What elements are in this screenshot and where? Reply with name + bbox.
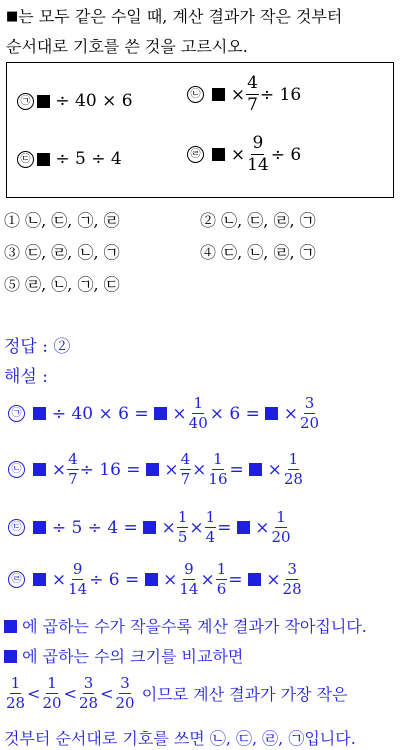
square-icon xyxy=(37,95,50,108)
square-icon xyxy=(248,573,261,586)
option-1[interactable]: ① ㉡, ㉢, ㉠, ㉣ xyxy=(4,211,120,230)
option-4[interactable]: ④ ㉢, ㉡, ㉣, ㉠ xyxy=(200,243,316,262)
solution-4: ㉣ × $\frac{9}{14}$ ÷ 6 = × $\frac{9}{14}$ × $\frac{1}{6}$ = × $\frac{3}{28}$ xyxy=(8,562,304,597)
box-item-1: ㉠ ÷ 40 × 6 xyxy=(17,91,133,111)
square-icon xyxy=(146,463,159,476)
option-3[interactable]: ③ ㉢, ㉣, ㉡, ㉠ xyxy=(4,243,120,262)
solution-2: ㉡ × $\frac{4}{7}$ ÷ 16 = × $\frac{4}{7}$ × $\frac{1}{16}$ = × $\frac{1}{28}$ xyxy=(8,452,305,487)
conclusion-line-1: 에 곱하는 수가 작을수록 계산 결과가 작아집니다. xyxy=(4,614,367,637)
square-icon xyxy=(33,521,46,534)
solution-1: ㉠ ÷ 40 × 6 = × $\frac{1}{40}$ × 6 = × $\frac{3}{20}$ xyxy=(8,396,321,431)
option-2[interactable]: ② ㉡, ㉢, ㉣, ㉠ xyxy=(200,211,316,230)
answer-line: 정답 : ② xyxy=(4,337,71,357)
square-icon xyxy=(33,407,46,420)
square-icon xyxy=(145,573,158,586)
square-icon xyxy=(237,521,250,534)
square-icon xyxy=(37,153,50,166)
square-icon xyxy=(249,463,262,476)
question-line-1 xyxy=(6,4,342,27)
conclusion-line-4: 것부터 순서대로 기호를 쓰면 ㉡, ㉢, ㉣, ㉠입니다. xyxy=(4,729,356,748)
option-5[interactable]: ⑤ ㉣, ㉡, ㉠, ㉢ xyxy=(4,275,120,294)
expression-box xyxy=(6,62,394,198)
solution-3: ㉢ ÷ 5 ÷ 4 = × $\frac{1}{5}$ × $\frac{1}{4}$ = × $\frac{1}{20}$ xyxy=(8,510,293,545)
square-icon xyxy=(33,463,46,476)
square-icon xyxy=(154,407,167,420)
square-icon xyxy=(212,148,225,161)
bullet-square-icon: ■ xyxy=(6,9,19,24)
conclusion-line-3: $\frac{1}{28}$ < $\frac{1}{20}$ < $\frac{3}{28}$ < $\frac{3}{20}$ 이므로 계산 결과가 가장 작은 xyxy=(6,674,348,712)
square-icon xyxy=(212,88,225,101)
question-text-1: 는 모두 같은 수일 때, 계산 결과가 작은 것부터 xyxy=(18,7,343,26)
conclusion-line-2: 에 곱하는 수의 크기를 비교하면 xyxy=(4,644,243,667)
box-item-4: ㉣ × $\frac{9}{14}$ ÷ 6 xyxy=(187,135,301,174)
square-icon xyxy=(4,620,17,633)
question-line-2: 순서대로 기호를 쓴 것을 고르시오. xyxy=(6,37,248,56)
explanation-label: 해설 : xyxy=(4,367,48,387)
box-item-3: ㉢ ÷ 5 ÷ 4 xyxy=(17,149,122,169)
fraction: $\frac{9}{14}$ xyxy=(247,133,269,175)
square-icon xyxy=(265,407,278,420)
box-item-2: ㉡ × $\frac{4}{7}$ ÷ 16 xyxy=(187,75,301,114)
square-icon xyxy=(4,650,17,663)
square-icon xyxy=(33,573,46,586)
fraction: $\frac{4}{7}$ xyxy=(247,73,258,115)
square-icon xyxy=(143,521,156,534)
